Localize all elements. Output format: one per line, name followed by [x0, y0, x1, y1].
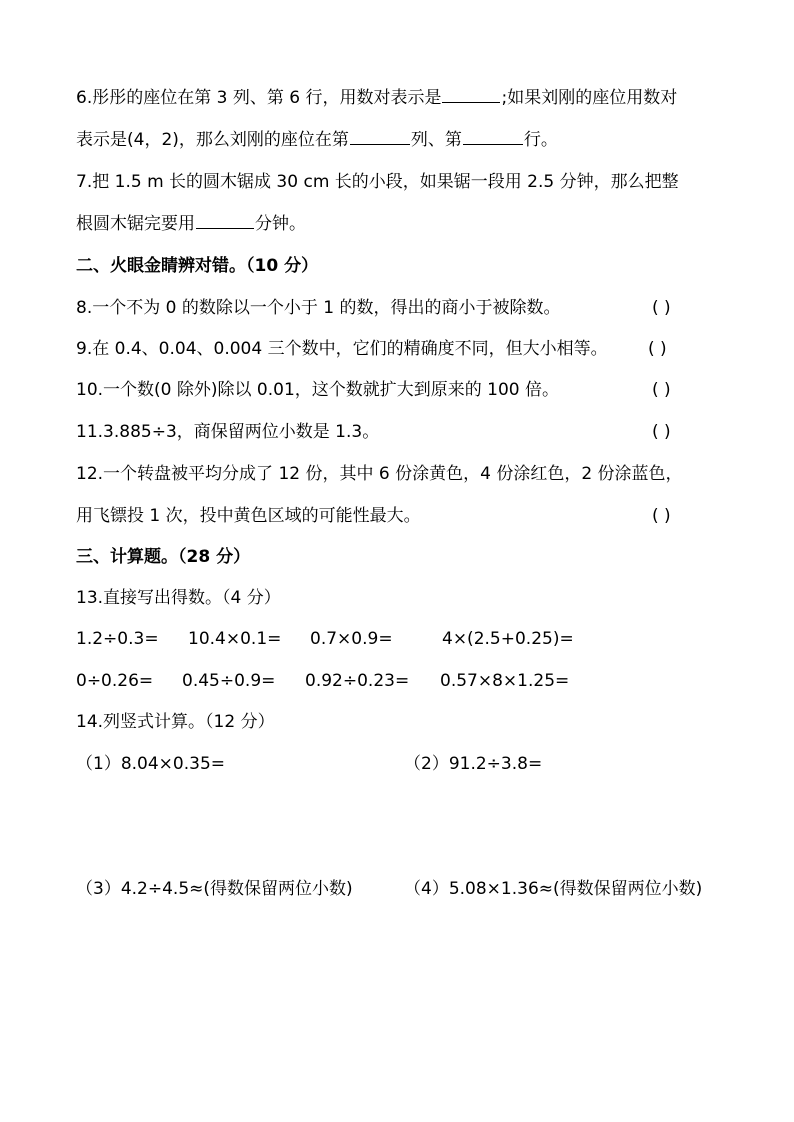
- q13-item: 0.45÷0.9=: [182, 671, 276, 691]
- q6-answer-blank-3[interactable]: [463, 128, 523, 145]
- q9-answer-paren[interactable]: ( ): [648, 339, 667, 359]
- q6-text-a: 6.彤彤的座位在第 3 列、第 6 行，用数对表示是: [76, 88, 442, 108]
- q6-text-b: ;如果刘刚的座位用数对: [501, 88, 678, 108]
- q6-text-e: 行。: [523, 130, 558, 150]
- q12-answer-paren[interactable]: ( ): [652, 506, 671, 526]
- q9-text: 9.在 0.4、0.04、0.004 三个数中，它们的精确度不同，但大小相等。: [76, 339, 608, 359]
- q14-title: 14.列竖式计算。（12 分）: [76, 712, 275, 732]
- q13-item: 0.7×0.9=: [310, 629, 393, 649]
- q13-item: 4×(2.5+0.25)=: [442, 629, 574, 649]
- q6-text-c: 表示是(4，2)，那么刘刚的座位在第: [76, 130, 349, 150]
- section2-title: 二、火眼金睛辨对错。（10 分）: [76, 256, 319, 276]
- q8-text: 8.一个不为 0 的数除以一个小于 1 的数，得出的商小于被除数。: [76, 298, 561, 318]
- q13-item: 0.57×8×1.25=: [440, 671, 570, 691]
- section3-title: 三、计算题。（28 分）: [76, 547, 251, 567]
- q11-text: 11.3.885÷3，商保留两位小数是 1.3。: [76, 422, 380, 442]
- q7-answer-blank[interactable]: [196, 212, 254, 229]
- q7-text-a: 根圆木锯完要用: [76, 214, 195, 234]
- q6-answer-blank-1[interactable]: [442, 86, 500, 103]
- q6-text-d: 列、第: [410, 130, 462, 150]
- q7-line1: 7.把 1.5 m 长的圆木锯成 30 cm 长的小段，如果锯一段用 2.5 分钟，那么把整: [76, 172, 679, 192]
- q13-title: 13.直接写出得数。（4 分）: [76, 588, 281, 608]
- q7-line2: [76, 212, 306, 236]
- q12-line1: 12.一个转盘被平均分成了 12 份，其中 6 份涂黄色，4 份涂红色，2 份涂蓝色，: [76, 464, 683, 484]
- q13-item: 0.92÷0.23=: [305, 671, 410, 691]
- q14-problem-1: （1）8.04×0.35=: [76, 754, 226, 774]
- q12-line2: 用飞镖投 1 次，投中黄色区域的可能性最大。: [76, 506, 421, 526]
- q10-text: 10.一个数(0 除外)除以 0.01，这个数就扩大到原来的 100 倍。: [76, 380, 560, 400]
- q6-answer-blank-2[interactable]: [350, 128, 410, 145]
- q7-text-b: 分钟。: [255, 214, 306, 234]
- q10-answer-paren[interactable]: ( ): [652, 380, 671, 400]
- q13-item: 0÷0.26=: [76, 671, 154, 691]
- q6-line2: [76, 128, 558, 152]
- q8-answer-paren[interactable]: ( ): [652, 298, 671, 318]
- q14-problem-3: （3）4.2÷4.5≈(得数保留两位小数): [76, 879, 353, 899]
- q11-answer-paren[interactable]: ( ): [652, 422, 671, 442]
- q13-item: 1.2÷0.3=: [76, 629, 159, 649]
- q14-problem-2: （2）91.2÷3.8=: [404, 754, 543, 774]
- q14-problem-4: （4）5.08×1.36≈(得数保留两位小数): [404, 879, 703, 899]
- q13-item: 10.4×0.1=: [188, 629, 282, 649]
- q6-line1: [76, 86, 677, 110]
